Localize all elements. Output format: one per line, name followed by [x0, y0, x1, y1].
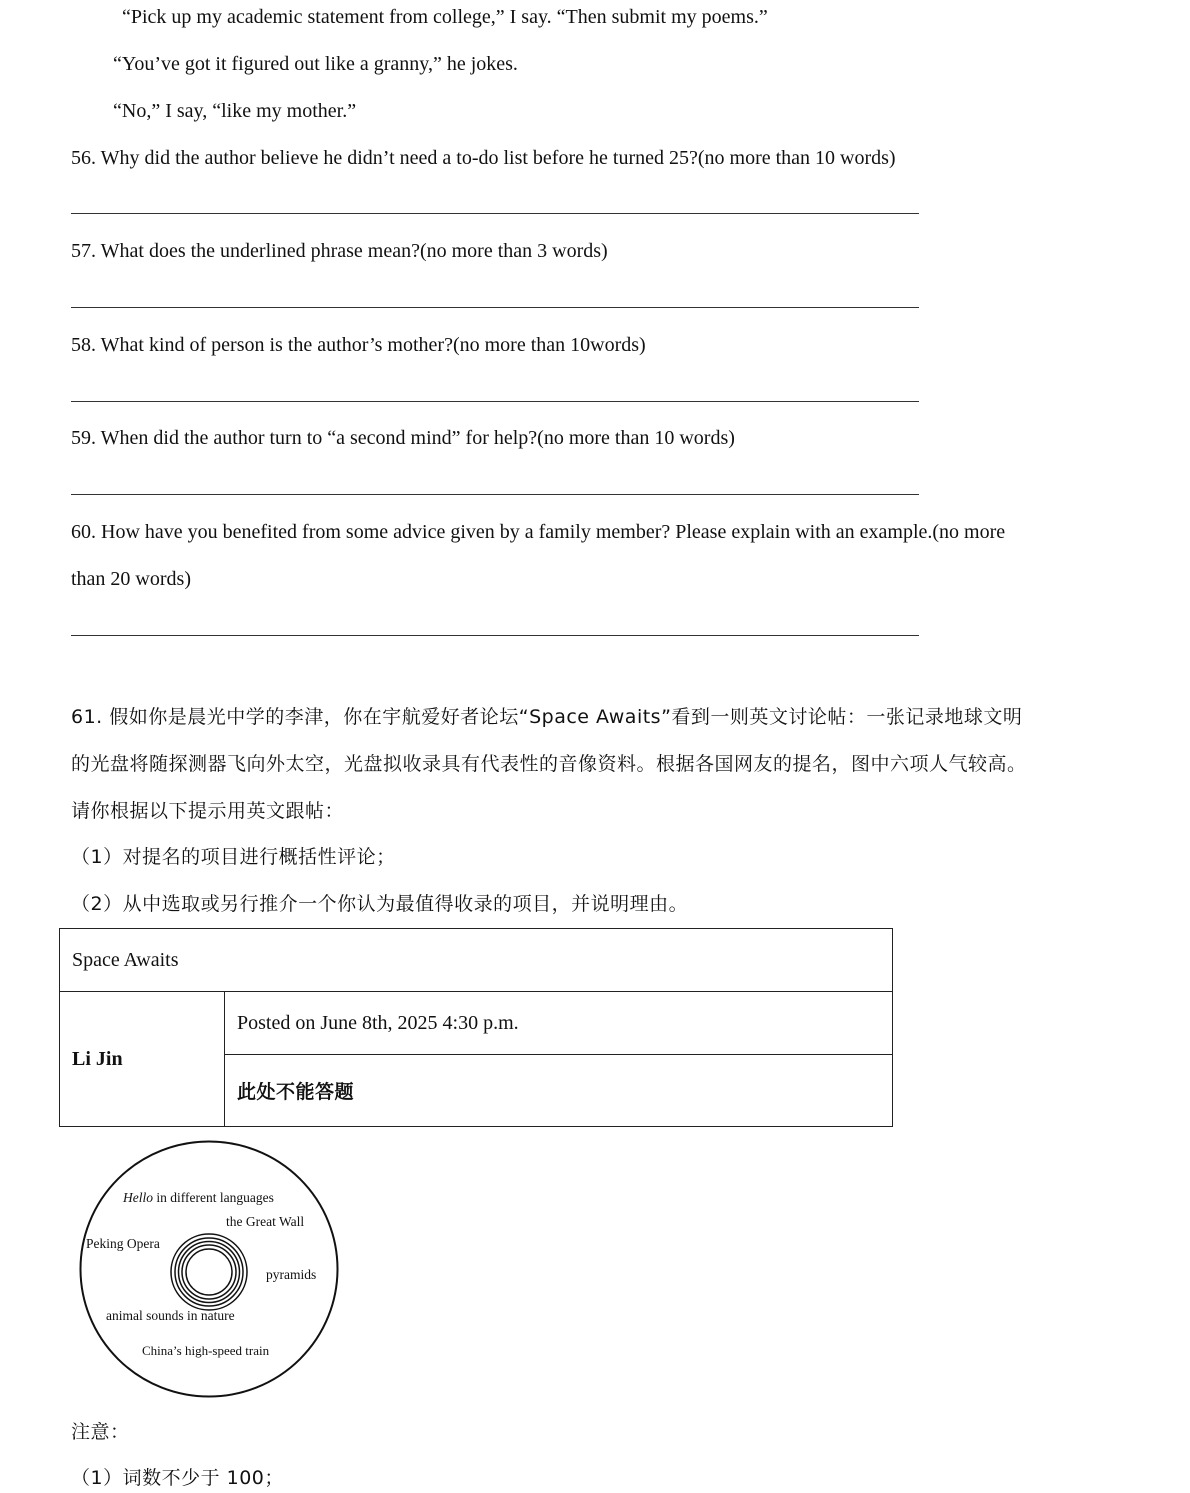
answer-line-58[interactable]: [71, 401, 919, 402]
dialogue-line-3: “No,” I say, “like my mother.”: [113, 100, 357, 122]
author-cell: Li Jin: [60, 992, 225, 1127]
question-58: 58. What kind of person is the author’s mother?(no more than 10words): [71, 334, 646, 356]
notes-heading: 注意：: [71, 1421, 130, 1443]
answer-area-cell: 此处不能答题: [225, 1055, 893, 1127]
writing-task-line-3: 请你根据以下提示用英文跟帖：: [71, 800, 345, 822]
answer-line-56[interactable]: [71, 213, 919, 214]
question-56: 56. Why did the author believe he didn’t need a to-do list before he turned 25?(no more than 10 words): [71, 147, 896, 169]
answer-line-59[interactable]: [71, 494, 919, 495]
writing-task-point-1: （1）对提名的项目进行概括性评论；: [71, 846, 396, 868]
question-60-line-1: 60. How have you benefited from some advice given by a family member? Please explain with an example.(no more: [71, 521, 1006, 543]
writing-task-line-2: 的光盘将随探测器飞向外太空，光盘拟收录具有代表性的音像资料。根据各国网友的提名，图中六项人气较高。: [71, 753, 1027, 775]
forum-name-cell: Space Awaits: [60, 929, 893, 992]
question-59: 59. When did the author turn to “a second mind” for help?(no more than 10 words): [71, 427, 735, 449]
disc-illustration: [79, 1140, 341, 1398]
writing-task-line-1: 61. 假如你是晨光中学的李津，你在宇航爱好者论坛“Space Awaits”看到一则英文讨论帖：一张记录地球文明: [71, 706, 1023, 728]
disc-label-hello: Hello in different languages: [123, 1190, 274, 1205]
posted-time-cell: Posted on June 8th, 2025 4:30 p.m.: [225, 992, 893, 1055]
dialogue-line-2: “You’ve got it figured out like a granny,” he jokes.: [113, 53, 518, 75]
disc-label-high-speed-train: China’s high-speed train: [142, 1343, 270, 1358]
answer-line-57[interactable]: [71, 307, 919, 308]
question-57: 57. What does the underlined phrase mean?(no more than 3 words): [71, 240, 608, 262]
disc-label-peking-opera: Peking Opera: [86, 1236, 160, 1251]
writing-task-point-2: （2）从中选取或另行推介一个你认为最值得收录的项目，并说明理由。: [71, 893, 689, 915]
question-60-line-2: than 20 words): [71, 568, 191, 590]
disc-label-animal-sounds: animal sounds in nature: [106, 1308, 235, 1323]
forum-post-table: [59, 928, 893, 1127]
answer-line-60[interactable]: [71, 635, 919, 636]
dialogue-line-1: “Pick up my academic statement from college,” I say. “Then submit my poems.”: [122, 6, 768, 28]
disc-label-great-wall: the Great Wall: [226, 1214, 305, 1229]
notes-point-1: （1）词数不少于 100；: [71, 1467, 284, 1489]
disc-label-pyramids: pyramids: [266, 1267, 317, 1282]
